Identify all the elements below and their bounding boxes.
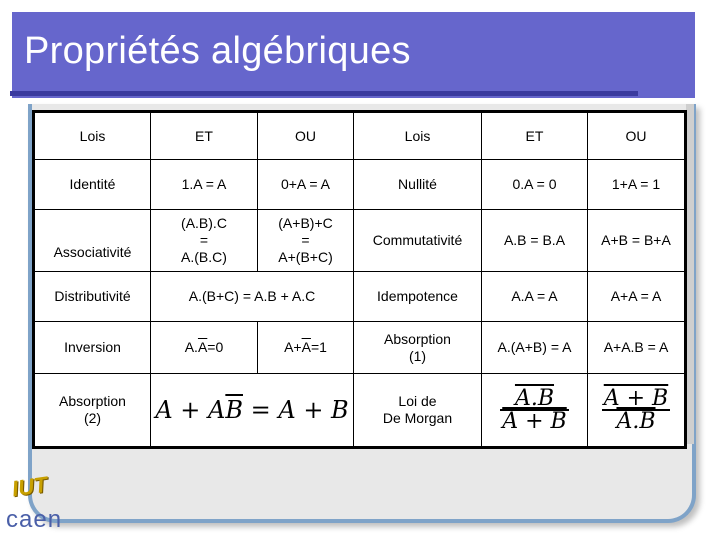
fraction-denominator: A.B: [616, 409, 656, 434]
law-name: [354, 374, 482, 448]
header-cell: OU: [258, 112, 354, 160]
formula-part: $\overline{A}$: [301, 339, 311, 355]
and-formula: [151, 210, 258, 272]
header-cell: ET: [151, 112, 258, 160]
law-name: Distributivité: [34, 272, 151, 322]
or-formula: 1+A = 1: [588, 160, 686, 210]
law-line: (1): [408, 347, 427, 364]
law-name: Commutativité: [354, 210, 482, 272]
table-row: [34, 160, 686, 210]
law-line: Absorption: [59, 393, 126, 409]
or-formula: A+A = A: [588, 272, 686, 322]
formula-line: (A.B).C: [181, 215, 227, 231]
formula-line: =: [301, 232, 310, 248]
or-formula: [258, 322, 354, 374]
distributive-formula: A.(B+C) = A.B + A.C: [151, 272, 354, 322]
iut-caen-logo: [4, 472, 74, 536]
or-formula: A+A.B = A: [588, 322, 686, 374]
law-name: [354, 322, 482, 374]
fraction-denominator: A + B: [502, 409, 567, 434]
formula-part: A + A: [155, 395, 226, 424]
table-header-row: [34, 112, 686, 160]
formula-part: = A + B: [242, 395, 349, 424]
and-formula: 1.A = A: [151, 160, 258, 210]
absorption-formula: [151, 374, 354, 448]
formula-line: A.(B.C): [181, 249, 227, 265]
and-formula: A.(A+B) = A: [482, 322, 588, 374]
and-formula: A.A = A: [482, 272, 588, 322]
law-name: [34, 374, 151, 448]
header-cell: ET: [482, 112, 588, 160]
law-line: (2): [83, 410, 102, 426]
fraction-numerator: A + B: [603, 386, 669, 411]
properties-table: [32, 110, 687, 449]
law-name: Associativité: [34, 210, 151, 272]
formula-part: =0: [207, 339, 224, 355]
law-name: Idempotence: [354, 272, 482, 322]
law-name: Inversion: [34, 322, 151, 374]
table-row: [34, 272, 686, 322]
law-line: De Morgan: [382, 410, 453, 426]
and-formula: 0.A = 0: [482, 160, 588, 210]
or-formula: A+B = B+A: [588, 210, 686, 272]
and-formula: A.B = B.A: [482, 210, 588, 272]
page-title: Propriétés algébriques: [24, 30, 411, 72]
law-line: Loi de: [398, 393, 437, 409]
table-row: [34, 374, 686, 448]
logo-top-text: IUT: [10, 471, 49, 502]
fraction-numerator: A.B: [514, 386, 555, 411]
table-row: [34, 210, 686, 272]
header-cell: Lois: [34, 112, 151, 160]
and-formula: [482, 374, 588, 448]
or-formula: [258, 210, 354, 272]
law-name: Nullité: [354, 160, 482, 210]
frame-side-shadow: [686, 104, 694, 444]
formula-part: A.: [184, 339, 198, 355]
header-cell: OU: [588, 112, 686, 160]
formula-line: A+(B+C): [278, 249, 333, 265]
or-formula: 0+A = A: [258, 160, 354, 210]
law-line: Absorption: [384, 330, 451, 347]
formula-part: $\overline{B}$: [225, 395, 243, 424]
formula-line: =: [199, 232, 209, 248]
formula-part: A+: [284, 339, 302, 355]
title-underline: [10, 91, 638, 96]
or-formula: [588, 374, 686, 448]
demorgan-fraction: [500, 386, 568, 434]
header-cell: Lois: [354, 112, 482, 160]
table-row: [34, 322, 686, 374]
formula-part: =1: [310, 339, 327, 355]
demorgan-fraction: [602, 386, 670, 434]
and-formula: [151, 322, 258, 374]
formula-line: (A+B)+C: [278, 215, 333, 231]
logo-bottom-text: caen: [6, 506, 63, 533]
formula-part: $\overline{A}$: [197, 339, 208, 355]
law-name: Identité: [34, 160, 151, 210]
